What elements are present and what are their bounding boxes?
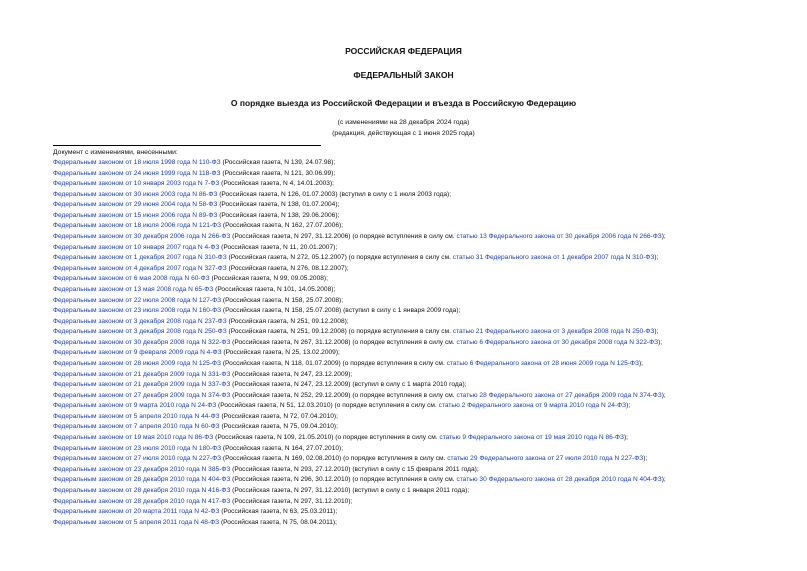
amendment-link[interactable]: статью 13 Федерального закона от 30 декабря 2006 года N 266-ФЗ bbox=[456, 233, 662, 241]
amendment-text: (Российская газета, N 99, 09.05.2008); bbox=[209, 275, 328, 283]
amendment-item bbox=[53, 422, 666, 433]
amendment-item bbox=[53, 454, 666, 465]
amendment-link[interactable]: Федеральным законом от 28 декабря 2010 года N 417-ФЗ bbox=[53, 497, 231, 505]
amendment-item bbox=[53, 179, 666, 190]
amendment-text: (Российская газета, N 158, 25.07.2008); bbox=[221, 296, 344, 304]
amendment-text: ); bbox=[661, 476, 666, 484]
amendment-link[interactable]: Федеральным законом от 28 декабря 2010 года N 404-ФЗ bbox=[53, 476, 231, 484]
amendment-item bbox=[53, 285, 666, 296]
amendment-link[interactable]: Федеральным законом от 18 июля 2006 года N 121-ФЗ bbox=[53, 222, 222, 230]
amendment-text: (Российская газета, N 118, 01.07.2009) (о порядке вступления в силу см. bbox=[221, 359, 447, 367]
amendment-text: ); bbox=[661, 233, 666, 241]
amendment-item bbox=[53, 243, 666, 254]
amendment-item bbox=[53, 306, 666, 317]
amendment-link[interactable]: Федеральным законом от 7 апреля 2010 года N 60-ФЗ bbox=[53, 423, 220, 431]
amendment-text: (Российская газета, N 297, 31.12.2010); bbox=[230, 497, 353, 505]
amendment-item bbox=[53, 296, 666, 307]
amendment-text: (Российская газета, N 247, 23.12.2009); bbox=[230, 370, 353, 378]
edition-note: (редакция, действующая с 1 июня 2025 года) bbox=[332, 130, 475, 137]
amendment-link[interactable]: Федеральным законом от 27 декабря 2009 года N 374-ФЗ bbox=[53, 391, 231, 399]
amendment-text: (Российская газета, N 75, 08.04.2011); bbox=[219, 518, 337, 526]
amendment-link[interactable]: статью 9 Федерального закона от 19 мая 2010 года N 86-ФЗ bbox=[439, 434, 624, 442]
amendment-item bbox=[53, 200, 666, 211]
amendment-text: (Российская газета, N 138, 29.06.2006); bbox=[217, 211, 340, 219]
amendment-item bbox=[53, 338, 666, 349]
amendment-item bbox=[53, 274, 666, 285]
amendment-link[interactable]: Федеральным законом от 27 июля 2010 года N 227-ФЗ bbox=[53, 455, 222, 463]
divider bbox=[53, 145, 321, 146]
amendment-text: (Российская газета, N 63, 25.03.2011); bbox=[219, 508, 338, 516]
amendment-link[interactable]: Федеральным законом от 3 декабря 2008 года N 250-ФЗ bbox=[53, 328, 227, 336]
amendment-text: (Российская газета, N 276, 08.12.2007); bbox=[226, 264, 349, 272]
amendment-link[interactable]: Федеральным законом от 30 декабря 2008 года N 322-ФЗ bbox=[53, 338, 231, 346]
amendment-link[interactable]: Федеральным законом от 21 декабря 2009 года N 331-ФЗ bbox=[53, 370, 231, 378]
amendment-text: (Российская газета, N 267, 31.12.2008) (о порядке вступления в силу см. bbox=[230, 338, 457, 346]
amendment-link[interactable]: Федеральным законом от 23 июля 2010 года N 180-ФЗ bbox=[53, 444, 222, 452]
amendment-text: (Российская газета, N 169, 02.08.2010) (о порядке вступления в силу см. bbox=[221, 455, 448, 463]
amendment-item bbox=[53, 475, 666, 486]
amendment-item bbox=[53, 232, 666, 243]
amendment-item bbox=[53, 401, 666, 412]
amendment-link[interactable]: статью 2 Федерального закона от 9 марта 2010 года N 24-ФЗ bbox=[438, 402, 627, 410]
amendment-item bbox=[53, 518, 666, 529]
amendment-item bbox=[53, 264, 666, 275]
amendment-text: (Российская газета, N 162, 27.07.2006); bbox=[221, 222, 344, 230]
amendment-link[interactable]: Федеральным законом от 9 февраля 2009 года N 4-ФЗ bbox=[53, 349, 222, 357]
document-label: Документ с изменениями, внесенными: bbox=[53, 149, 178, 156]
amendment-link[interactable]: Федеральным законом от 23 июля 2008 года N 160-ФЗ bbox=[53, 307, 222, 315]
amendment-link[interactable]: Федеральным законом от 5 апреля 2011 года N 48-ФЗ bbox=[53, 518, 220, 526]
amendment-text: ); bbox=[658, 338, 663, 346]
amendment-link[interactable]: Федеральным законом от 18 июля 1998 года N 110-ФЗ bbox=[53, 159, 221, 166]
amendment-link[interactable]: Федеральным законом от 19 мая 2010 года N 86-ФЗ bbox=[53, 434, 214, 442]
amendment-text: ); bbox=[661, 391, 666, 399]
law-title: О порядке выезда из Российской Федерации и въезда в Российскую Федерацию bbox=[230, 98, 577, 108]
amendment-link[interactable]: Федеральным законом от 4 декабря 2007 года N 327-ФЗ bbox=[53, 264, 227, 272]
amendment-item bbox=[53, 221, 666, 232]
amendment-link[interactable]: Федеральным законом от 3 декабря 2008 года N 237-ФЗ bbox=[53, 317, 227, 325]
amendment-text: (Российская газета, N 251, 09.12.2008) (о порядке вступления в силу см. bbox=[226, 328, 453, 336]
amendment-link[interactable]: Федеральным законом от 10 января 2003 года N 7-ФЗ bbox=[53, 180, 220, 188]
amendment-item bbox=[53, 412, 666, 423]
amendment-item bbox=[53, 348, 666, 359]
amendments-note: (с изменениями на 28 декабря 2024 года) bbox=[337, 119, 470, 126]
amendment-link[interactable]: Федеральным законом от 29 июня 2004 года N 58-ФЗ bbox=[53, 201, 218, 209]
amendment-text: ); bbox=[626, 402, 631, 410]
amendment-item bbox=[53, 253, 666, 264]
amendment-item bbox=[53, 190, 666, 201]
amendment-link[interactable]: статью 29 Федерального закона от 27 июля 2010 года N 227-ФЗ bbox=[447, 455, 644, 463]
amendment-text: (Российская газета, N 101, 14.05.2008); bbox=[213, 285, 336, 293]
amendment-text: (Российская газета, N 121, 30.06.99); bbox=[220, 169, 336, 177]
amendment-text: (Российская газета, N 126, 01.07.2003) (вступил в силу с 1 июля 2003 года); bbox=[217, 190, 452, 198]
amendment-link[interactable]: Федеральным законом от 15 июня 2006 года N 89-ФЗ bbox=[53, 211, 218, 219]
amendment-item bbox=[53, 158, 666, 169]
amendment-link[interactable]: Федеральным законом от 28 декабря 2010 года N 416-ФЗ bbox=[53, 486, 231, 494]
amendment-item bbox=[53, 370, 666, 381]
amendment-item bbox=[53, 465, 666, 476]
amendment-text: (Российская газета, N 272, 05.12.2007) (о порядке вступления в силу см. bbox=[226, 254, 453, 262]
amendment-link[interactable]: статью 28 Федерального закона от 27 декабря 2009 года N 374-ФЗ bbox=[456, 391, 662, 399]
amendment-link[interactable]: Федеральным законом от 30 июня 2003 года N 86-ФЗ bbox=[53, 190, 218, 198]
amendments-list bbox=[53, 158, 666, 528]
amendment-item bbox=[53, 497, 666, 508]
amendment-text: (Российская газета, N 293, 27.12.2010) (вступил в силу с 15 февраля 2011 года); bbox=[230, 465, 479, 473]
amendment-link[interactable]: Федеральным законом от 28 июня 2009 года N 125-ФЗ bbox=[53, 359, 222, 367]
amendment-link[interactable]: Федеральным законом от 13 мая 2008 года N 65-ФЗ bbox=[53, 285, 214, 293]
amendment-link[interactable]: Федеральным законом от 22 июля 2008 года N 127-ФЗ bbox=[53, 296, 222, 304]
amendment-text: (Российская газета, N 252, 29.12.2009) (о порядке вступления в силу см. bbox=[230, 391, 457, 399]
amendment-item bbox=[53, 433, 666, 444]
amendment-link[interactable]: Федеральным законом от 5 апреля 2010 года N 44-ФЗ bbox=[53, 412, 220, 420]
amendment-link[interactable]: статью 30 Федерального закона от 28 декабря 2010 года N 404-ФЗ bbox=[456, 476, 662, 484]
amendment-text: (Российская газета, N 296, 30.12.2010) (о порядке вступления в силу см. bbox=[230, 476, 457, 484]
amendment-text: ); bbox=[638, 359, 643, 367]
amendment-text: ); bbox=[654, 254, 659, 262]
amendment-item bbox=[53, 486, 666, 497]
amendment-item bbox=[53, 380, 666, 391]
amendment-text: (Российская газета, N 251, 09.12.2008); bbox=[226, 317, 349, 325]
amendment-text: (Российская газета, N 4, 14.01.2003); bbox=[219, 180, 334, 188]
amendment-link[interactable]: Федеральным законом от 10 января 2007 года N 4-ФЗ bbox=[53, 243, 220, 251]
amendment-text: (Российская газета, N 72, 07.04.2010); bbox=[219, 412, 338, 420]
amendment-item bbox=[53, 444, 666, 455]
amendment-item bbox=[53, 169, 666, 180]
amendment-item bbox=[53, 211, 666, 222]
law-type-heading: ФЕДЕРАЛЬНЫЙ ЗАКОН bbox=[353, 70, 454, 80]
amendment-text: (Российская газета, N 11, 20.01.2007); bbox=[219, 243, 338, 251]
amendment-item bbox=[53, 391, 666, 402]
amendment-text: (Российская газета, N 25, 13.02.2009); bbox=[221, 349, 340, 357]
amendment-text: (Российская газета, N 297, 31.12.2010) (вступил в силу с 1 января 2011 года); bbox=[230, 486, 470, 494]
amendment-text: (Российская газета, N 109, 21.05.2010) (о порядке вступления в силу см. bbox=[213, 434, 440, 442]
amendment-link[interactable]: статью 6 Федерального закона от 28 июня 2009 года N 125-ФЗ bbox=[446, 359, 639, 367]
amendment-link[interactable]: Федеральным законом от 1 декабря 2007 года N 310-ФЗ bbox=[53, 254, 227, 262]
amendment-text: (Российская газета, N 51, 12.03.2010) (о порядке вступления в силу см. bbox=[216, 402, 439, 410]
amendment-text: (Российская газета, N 139, 24.07.98); bbox=[220, 159, 336, 166]
amendment-link[interactable]: Федеральным законом от 21 декабря 2009 года N 337-ФЗ bbox=[53, 381, 231, 389]
amendment-text: ); bbox=[654, 328, 659, 336]
amendment-link[interactable]: статью 31 Федерального закона от 1 декабря 2007 года N 310-ФЗ bbox=[452, 254, 655, 262]
amendment-text: (Российская газета, N 158, 25.07.2008) (вступил в силу с 1 января 2009 года); bbox=[221, 307, 461, 315]
amendment-text: ); bbox=[643, 455, 648, 463]
amendment-link[interactable]: Федеральным законом от 24 июня 1999 года N 118-ФЗ bbox=[53, 169, 221, 177]
amendment-link[interactable]: Федеральным законом от 23 декабря 2010 года N 385-ФЗ bbox=[53, 465, 231, 473]
amendment-item bbox=[53, 507, 666, 518]
amendment-link[interactable]: Федеральным законом от 9 марта 2010 года N 24-ФЗ bbox=[53, 402, 217, 410]
amendment-link[interactable]: Федеральным законом от 6 мая 2008 года N 60-ФЗ bbox=[53, 275, 210, 283]
amendment-text: (Российская газета, N 297, 31.12.2006) (о порядке вступления в силу см. bbox=[230, 233, 457, 241]
amendment-link[interactable]: статью 21 Федерального закона от 3 декабря 2008 года N 250-ФЗ bbox=[452, 328, 655, 336]
amendment-item bbox=[53, 327, 666, 338]
amendment-text: ); bbox=[623, 434, 629, 442]
amendment-text: (Российская газета, N 138, 01.07.2004); bbox=[217, 201, 340, 209]
amendment-link[interactable]: Федеральным законом от 20 марта 2011 года N 42-ФЗ bbox=[53, 508, 220, 516]
amendment-text: (Российская газета, N 164, 27.07.2010); bbox=[221, 444, 344, 452]
amendment-text: (Российская газета, N 75, 09.04.2010); bbox=[219, 423, 338, 431]
amendment-text: (Российская газета, N 247, 23.12.2009) (вступил в силу с 1 марта 2010 года); bbox=[230, 381, 467, 389]
amendment-item bbox=[53, 317, 666, 328]
amendment-item bbox=[53, 359, 666, 370]
country-heading: РОССИЙСКАЯ ФЕДЕРАЦИЯ bbox=[345, 46, 462, 56]
amendment-link[interactable]: статью 6 Федерального закона от 30 декабря 2008 года N 322-ФЗ bbox=[456, 338, 659, 346]
amendment-link[interactable]: Федеральным законом от 30 декабря 2006 года N 266-ФЗ bbox=[53, 233, 231, 241]
